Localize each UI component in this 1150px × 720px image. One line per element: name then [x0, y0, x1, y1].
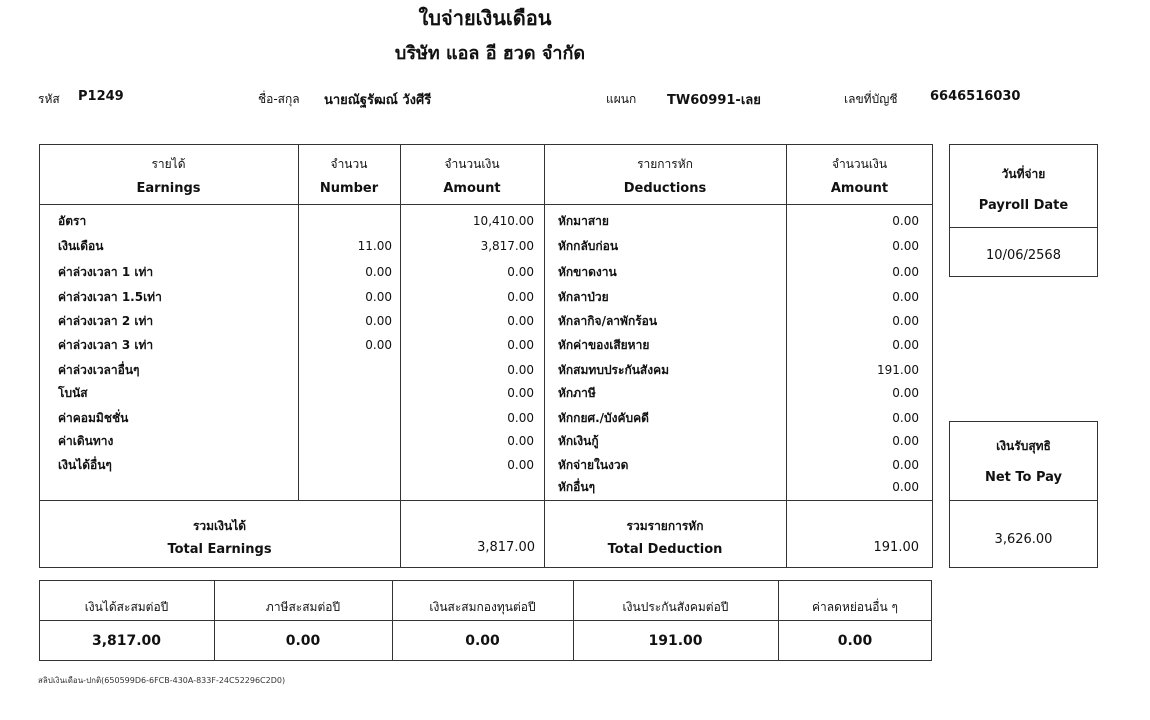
table-row: หักค่าของเสียหาย 0.00: [558, 338, 919, 352]
document-title: ใบจ่ายเงินเดือน: [418, 6, 552, 30]
table-row: ค่าล่วงเวลา 2 เท่า 0.00 0.00: [58, 314, 534, 328]
name-value: นายณัฐรัฒณ์ วังศีรี: [324, 93, 432, 108]
table-row: ค่าล่วงเวลา 1.5เท่า 0.00 0.00: [58, 290, 534, 304]
table-row: หักอื่นๆ 0.00: [558, 480, 919, 494]
table-row: โบนัส 0.00: [58, 386, 534, 400]
header-deduction-amount: จำนวนเงิน Amount: [830, 157, 889, 196]
net-pay-label: เงินรับสุทธิ Net To Pay: [984, 439, 1063, 485]
table-row: หักขาดงาน 0.00: [558, 265, 919, 279]
payroll-date-label: วันที่จ่าย Payroll Date: [978, 167, 1069, 213]
company-name: บริษัท แอล อี ฮวด จำกัด: [394, 43, 586, 64]
code-label: รหัส: [38, 92, 60, 106]
ytd-value: 0.00: [285, 633, 321, 649]
table-row: ค่าล่วงเวลา 1 เท่า 0.00 0.00: [58, 265, 534, 279]
ytd-header: ภาษีสะสมต่อปี: [265, 600, 341, 614]
header-number: จำนวน Number: [319, 157, 379, 196]
ytd-header: ค่าลดหย่อนอื่น ๆ: [812, 600, 898, 614]
table-row: ค่าล่วงเวลาอื่นๆ 0.00: [58, 363, 534, 377]
table-row: หักภาษี 0.00: [558, 386, 919, 400]
ytd-header: เงินประกันสังคมต่อปี: [622, 600, 729, 614]
slip-reference: สลิปเงินเดือน-ปกติ(650599D6-6FCB-430A-833F-24C52296C2D0): [38, 676, 286, 685]
table-row: ค่าล่วงเวลา 3 เท่า 0.00 0.00: [58, 338, 534, 352]
header-amount: จำนวนเงิน Amount: [443, 157, 501, 196]
table-row: เงินได้อื่นๆ 0.00: [58, 458, 534, 472]
ytd-value: 3,817.00: [91, 633, 162, 649]
dept-label: แผนก: [606, 92, 637, 106]
table-row: หักลากิจ/ลาพักร้อน 0.00: [558, 314, 919, 328]
account-value: 6646516030: [930, 89, 1021, 104]
table-row: อัตรา 10,410.00: [58, 214, 534, 228]
code-value: P1249: [78, 89, 124, 104]
payroll-date-value: 10/06/2568: [986, 248, 1061, 263]
total-deduction-amount: 191.00: [873, 540, 919, 555]
table-row: หักกลับก่อน 0.00: [558, 239, 919, 253]
table-row: หักจ่ายในงวด 0.00: [558, 458, 919, 472]
table-row: หักสมทบประกันสังคม 191.00: [558, 363, 919, 377]
ytd-header: เงินสะสมกองทุนต่อปี: [429, 600, 536, 614]
ytd-value: 0.00: [465, 633, 500, 649]
dept-value: TW60991-เลย: [667, 93, 761, 108]
ytd-value: 191.00: [648, 633, 703, 649]
net-pay-value: 3,626.00: [994, 532, 1053, 547]
total-deduction-label: รวมรายการหัก Total Deduction: [607, 519, 723, 557]
name-label: ชื่อ-สกุล: [258, 92, 300, 106]
table-row: ค่าคอมมิชชั่น 0.00: [58, 411, 534, 425]
ytd-header: เงินได้สะสมต่อปี: [84, 600, 169, 614]
header-deductions: รายการหัก Deductions: [623, 157, 707, 196]
table-row: หักลาป่วย 0.00: [558, 290, 919, 304]
table-row: ค่าเดินทาง 0.00: [58, 434, 534, 448]
ytd-value: 0.00: [837, 633, 873, 649]
table-row: หักมาสาย 0.00: [558, 214, 919, 228]
total-earnings-label: รวมเงินได้ Total Earnings: [167, 519, 272, 557]
table-row: เงินเดือน 11.00 3,817.00: [58, 239, 534, 253]
table-row: หักกยศ./บังคับคดี 0.00: [558, 411, 919, 425]
total-earnings-amount: 3,817.00: [477, 540, 535, 555]
header-earnings: รายได้ Earnings: [136, 157, 201, 196]
account-label: เลขที่บัญชี: [844, 92, 898, 106]
table-row: หักเงินกู้ 0.00: [558, 434, 919, 448]
